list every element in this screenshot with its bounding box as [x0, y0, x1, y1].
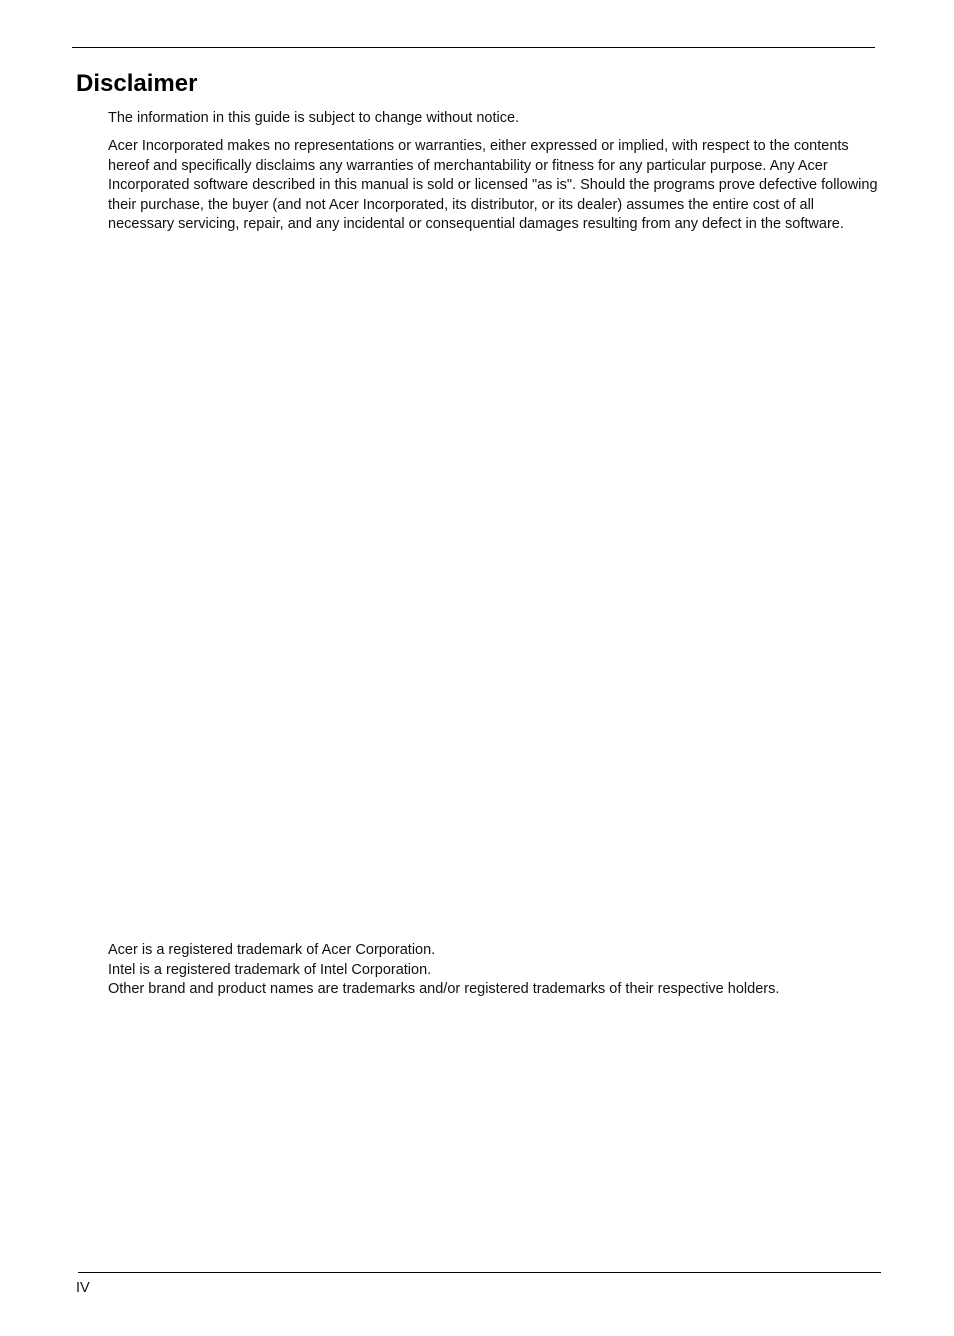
change-notice: The information in this guide is subject to change without notice.	[108, 110, 520, 126]
disclaimer-paragraph: Acer Incorporated makes no representations or warranties, either expressed or implied, with respect to the contents hereof and specifically disclaims any warranties of merchantability or fitness for any particular purpose. Any Acer Incorporated software described in this manual is sold or licensed "as is". Should the programs prove defective following their purchase, the buyer (and not Acer Incorporated, its distributor, or its dealer) assumes the entire cost of all necessary servicing, repair, and any incidental or consequential damages resulting from any defect in the software.	[108, 138, 878, 232]
trademark-acer: Acer is a registered trademark of Acer Corporation.	[108, 942, 436, 958]
footer-rule	[78, 1272, 881, 1273]
trademark-others: Other brand and product names are trademarks and/or registered trademarks of their respective holders.	[108, 981, 780, 997]
header-rule	[72, 47, 875, 48]
trademark-notices	[108, 941, 908, 1000]
page-title: Disclaimer	[76, 70, 198, 97]
page-number: IV	[76, 1280, 90, 1296]
trademark-intel: Intel is a registered trademark of Intel Corporation.	[108, 961, 432, 978]
